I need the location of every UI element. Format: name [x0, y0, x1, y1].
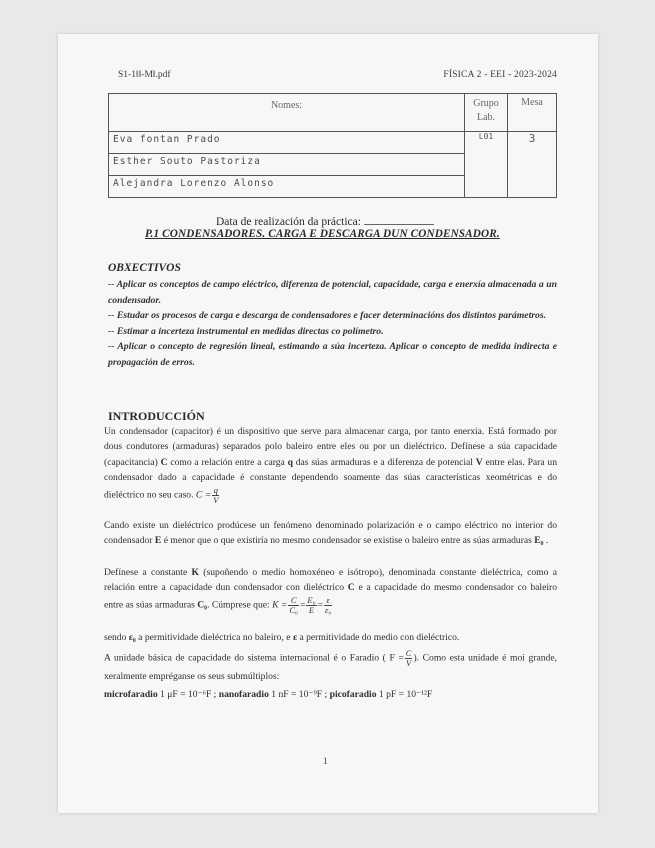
file-name: S1-1ǁǁ-Mǁ.pdf	[118, 70, 171, 80]
page-number: 1	[323, 757, 328, 767]
group-value: L01	[465, 132, 508, 198]
date-label: Data de realización da práctica:	[216, 216, 361, 228]
student-name: Alejandra Lorenzo Alonso	[109, 176, 465, 198]
date-blank	[364, 214, 434, 225]
c-equals-q-over-v: $\frac{q}{V}$	[213, 484, 219, 505]
group-column-header: Grupo Lab.	[465, 94, 508, 132]
date-line	[216, 214, 434, 228]
mesa-value: 3	[508, 132, 557, 198]
objective-item: -- Aplicar o concepto de regresión lineal, estimando a súa incerteza. Aplicar o concepto de medida indirecta e propagación de erros.	[108, 341, 557, 368]
practice-title: P.1 CONDENSADORES. CARGA E DESCARGA DUN CONDENSADOR.	[145, 228, 500, 240]
objective-item: -- Estudar os procesos de carga e descarga de condensadores e facer determinacións dos distintos parámetros.	[108, 310, 547, 321]
names-column-header: Nomes:	[109, 94, 465, 132]
objective-item: -- Aplicar os conceptos de campo eléctrico, diferenza de potencial, capacidade, carga e enerxía almacenada a un condensador.	[108, 279, 557, 306]
intro-paragraph-4: sendo ε₀ a permitividade dieléctrica no baleiro, e ε a permitividade do medio con dieléctrico.	[104, 632, 460, 643]
page-header	[118, 70, 557, 84]
course-label: FÍSICA 2 - EEI - 2023-2024	[443, 70, 557, 80]
intro-paragraph-2: Cando existe un dieléctrico prodúcese un fenómeno denominado polarización e o campo eléctrico no interior do condensador E é menor que o que existiría no mesmo condensador se existise o baleiro entre as súas armaduras E₀ .	[104, 520, 557, 547]
objectives-heading: OBXECTIVOS	[108, 262, 181, 274]
names-table	[108, 93, 557, 198]
introduction-heading: INTRODUCCIÓN	[108, 409, 205, 423]
intro-paragraph-1: Un condensador (capacitor) é un dispositivo que serve para almacenar carga, por tanto enerxía. Está formado por dous condutores (armaduras) separados polo baleiro entre eles ou por un dieléctrico. Defínese a súa capacidade (capacitancia) C como a relación entre a carga q das súas armaduras e a diferenza de potencial V entre elas. Para un condensador dado a capacidade é constante dependendo soamente das súas características xeométricas e do dieléctrico no seu caso. C = $\frac{q}{V}$	[104, 426, 558, 505]
student-name: Eva fontan Prado	[109, 132, 465, 154]
k-ratio-e: $\frac{\text{E₀}}{E}$	[307, 594, 316, 615]
student-name: Esther Souto Pastoriza	[109, 154, 465, 176]
intro-paragraph-3: Defínese a constante K (supoñendo o medio homoxéneo e isótropo), denominada constante dieléctrica, como a relación entre a capacidade dun condensador con dieléctrico C e a capacidade do mesmo condensador co baleiro entre as súas armaduras C₀. Cúmprese que: K = $\frac{C}{\text{C₀}}$ = $\frac{\text{E₀}}{E}$ = $\frac{\varepsilon}{\text{ε₀}}$	[104, 567, 558, 615]
farad-definition: $\frac{C}{V}$	[405, 648, 412, 668]
k-ratio-c: $\frac{C}{\text{C₀}}$	[289, 594, 298, 615]
objective-item: -- Estimar a incerteza instrumental en medidas directas co polímetro.	[108, 325, 384, 337]
k-ratio-epsilon: $\frac{\varepsilon}{\text{ε₀}}$	[324, 594, 332, 615]
mesa-column-header: Mesa	[508, 94, 557, 132]
submultiples-line: microfaradio 1 μF = 10⁻⁶F ; nanofaradio 1 nF = 10⁻⁹F ; picofaradio 1 pF = 10⁻¹²F	[104, 688, 433, 700]
objectives-list	[108, 277, 557, 370]
intro-paragraph-5: A unidade básica de capacidade do sistema internacional é o Faradio ( F = $\frac{C}{V}$ ). Como esta unidade é moi grande, xeralmente empréganse os seus submúltiplos: microfaradio 1 μF = 10⁻⁶F ; nanofaradio 1 nF = 10⁻⁹F ; picofaradio 1 pF = 10⁻¹²F	[104, 649, 557, 703]
